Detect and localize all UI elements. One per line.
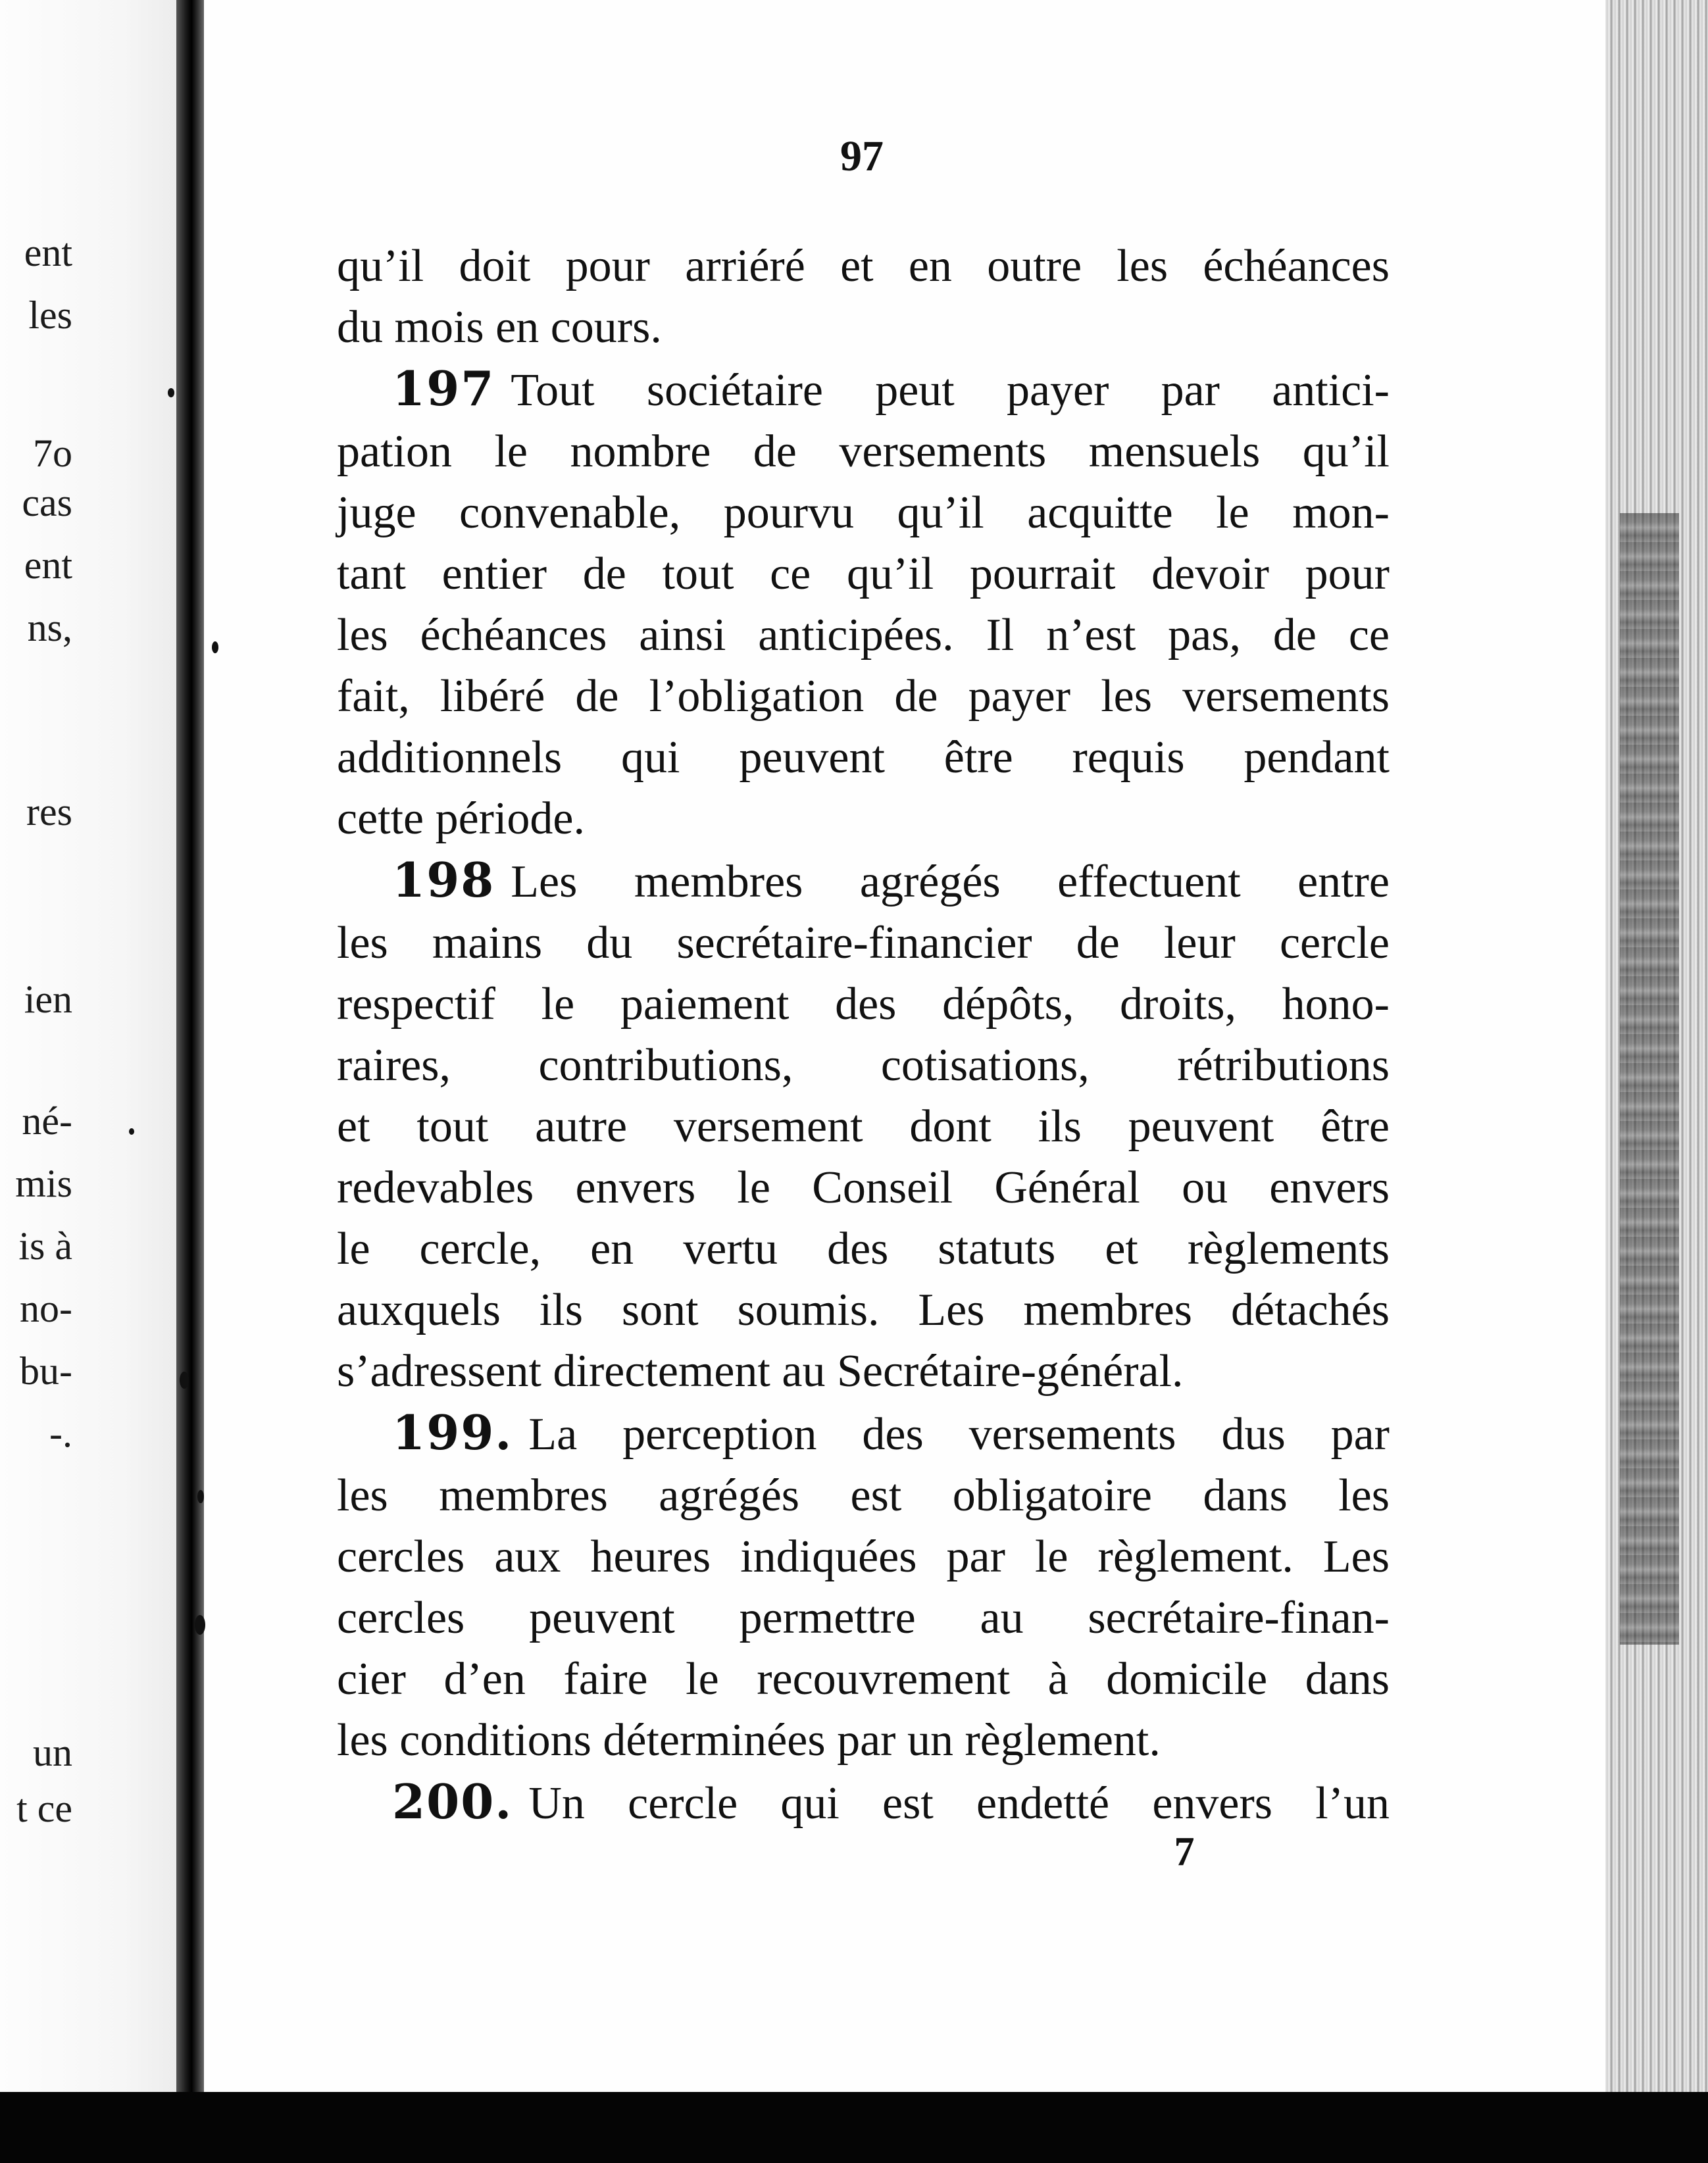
text-line: cercles peuvent permettre au secrétaire-finan- [337, 1593, 1390, 1643]
article-number: 198 [392, 852, 495, 908]
text-line: le cercle, en vertu des statuts et règlements [337, 1224, 1390, 1274]
left-page-edge [0, 0, 176, 2092]
article-198 [337, 849, 1390, 1402]
text-line: respectif le paiement des dépôts, droits, hono- [337, 979, 1390, 1030]
text-line: cette période. [337, 793, 586, 844]
margin-speck [168, 388, 174, 397]
left-page-fragment: res [26, 790, 72, 833]
text-line [337, 358, 1390, 421]
text-line: du mois en cours. [337, 302, 662, 353]
text-line: s’adressent directement au Secrétaire-général. [337, 1346, 1184, 1397]
margin-speck [180, 1372, 189, 1389]
article-number: 199. [392, 1405, 513, 1460]
left-page-fragment: les [28, 293, 72, 337]
text-line: juge convenable, pourvu qu’il acquitte le mon- [337, 487, 1390, 538]
text-line: cier d’en faire le recouvrement à domicile dans [337, 1654, 1390, 1704]
text-line: et tout autre versement dont ils peuvent être [337, 1101, 1390, 1152]
text-line: les mains du secrétaire-financier de leur cercle [337, 918, 1390, 968]
body-text [337, 236, 1390, 1834]
scanner-bed-edge [0, 2092, 1708, 2163]
article-number: 200. [392, 1774, 513, 1829]
signature-mark: 7 [1174, 1829, 1195, 1874]
left-page-fragment: né- [22, 1099, 72, 1143]
text-line [337, 849, 1390, 912]
text-line-content: Les membres agrégés effectuent entre [511, 857, 1390, 907]
left-page-fragment: ns, [27, 606, 72, 649]
left-page-fragment: -. [49, 1412, 72, 1455]
text-line: redevables envers le Conseil Général ou envers [337, 1162, 1390, 1213]
margin-speck [129, 1128, 134, 1135]
article-197 [337, 358, 1390, 849]
article-199 [337, 1402, 1390, 1771]
left-page-fragment: ent [24, 543, 72, 587]
text-line: les membres agrégés est obligatoire dans les [337, 1470, 1390, 1521]
left-page-fragment: no- [20, 1287, 72, 1330]
text-line-content: Tout sociétaire peut payer par antici- [511, 365, 1390, 416]
left-page-fragment: ent [24, 231, 72, 274]
article-200 [337, 1771, 1390, 1834]
page-number: 97 [840, 132, 884, 180]
left-page-fragment: bu- [20, 1349, 72, 1393]
bleed-through-text [1620, 513, 1679, 1645]
book-gutter [176, 0, 204, 2092]
text-line: les échéances ainsi anticipées. Il n’est pas, de ce [337, 610, 1390, 660]
text-line: raires, contributions, cotisations, rétributions [337, 1040, 1390, 1091]
left-page-fragment: t ce [16, 1787, 72, 1830]
text-line: auxquels ils sont soumis. Les membres détachés [337, 1285, 1390, 1335]
text-line: pation le nombre de versements mensuels qu’il [337, 426, 1390, 477]
left-page-fragment: cas [22, 481, 72, 524]
left-page-fragment: mis [15, 1162, 72, 1205]
left-page-fragment: un [33, 1731, 72, 1774]
text-line: fait, libéré de l’obligation de payer les versements [337, 671, 1390, 722]
article-number: 197 [392, 360, 495, 416]
left-page-fragment: is à [18, 1224, 72, 1268]
text-line-content: Un cercle qui est endetté envers l’un [528, 1778, 1390, 1829]
text-line: qu’il doit pour arriéré et en outre les échéances [337, 241, 1390, 291]
text-line [337, 1402, 1390, 1465]
text-line: additionnels qui peuvent être requis pendant [337, 732, 1390, 783]
margin-speck [195, 1615, 205, 1635]
paragraph-continuation [337, 236, 1390, 358]
text-line: cercles aux heures indiquées par le règlement. Les [337, 1531, 1390, 1582]
text-line-content: La perception des versements dus par [528, 1409, 1390, 1460]
text-line [337, 1771, 1390, 1834]
text-line: tant entier de tout ce qu’il pourrait devoir pour [337, 549, 1390, 599]
left-page-fragment: 7o [33, 432, 72, 475]
margin-speck [197, 1490, 204, 1503]
text-line: les conditions déterminées par un règlement. [337, 1715, 1161, 1766]
margin-speck [212, 641, 218, 653]
left-page-fragment: ien [24, 978, 72, 1021]
